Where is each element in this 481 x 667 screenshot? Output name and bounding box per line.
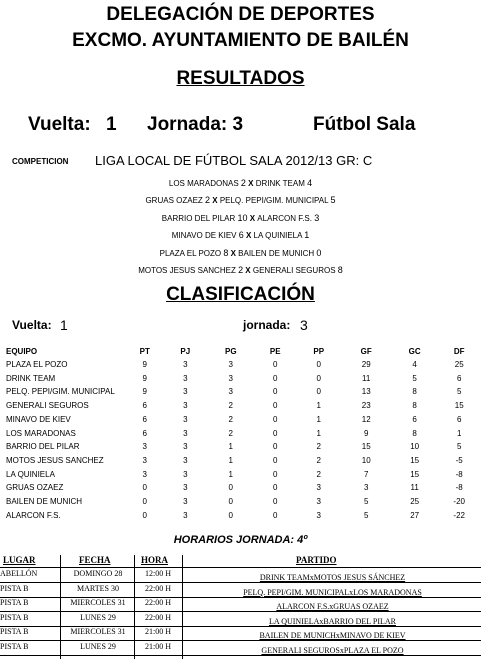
- column-header-equipo: EQUIPO: [6, 347, 38, 356]
- competition-label: COMPETICION: [12, 157, 69, 166]
- stat-cell-pt: 0: [142, 497, 147, 507]
- stat-cell-pe: 0: [273, 483, 278, 493]
- table-row: [6, 385, 481, 399]
- stat-cell-pp: 0: [316, 373, 321, 383]
- stat-cell-pt: 3: [142, 442, 147, 452]
- stat-cell-pj: 3: [183, 442, 188, 452]
- stat-cell-gc: 15: [410, 469, 420, 479]
- stat-cell-pg: 0: [228, 497, 233, 507]
- result-separator: X: [247, 213, 258, 223]
- result-home-team: LOS MARADONAS: [168, 179, 241, 188]
- stat-cell-df: -5: [455, 455, 463, 465]
- stat-cell-df: 5: [456, 387, 462, 397]
- team-name-cell: GRUAS OZAEZ: [6, 483, 64, 493]
- stat-cell-pt: 0: [142, 483, 147, 493]
- schedule-fecha: DOMINGO 28: [73, 569, 123, 578]
- result-away-team: PELQ. PEPI/GIM. MUNICIPAL: [219, 196, 331, 206]
- schedule-title: HORARIOS JORNADA: 4º: [173, 534, 308, 546]
- stat-cell-gf: 23: [361, 401, 371, 411]
- result-home-score: 8: [223, 247, 229, 258]
- stat-cell-pt: 6: [142, 428, 147, 438]
- result-away-score: 3: [314, 212, 320, 223]
- stat-cell-pt: 6: [142, 414, 147, 424]
- stat-cell-pp: 3: [316, 510, 321, 520]
- result-away-score: 1: [304, 230, 310, 241]
- vuelta-label: Vuelta:: [28, 114, 91, 135]
- stat-cell-pt: 3: [142, 469, 147, 479]
- schedule-hora: 22:00 H: [145, 583, 171, 593]
- schedule-header-lugar: LUGAR: [3, 555, 36, 565]
- stat-cell-pp: 2: [316, 455, 321, 465]
- classification-title: CLASIFICACIÓN: [166, 284, 315, 305]
- classification-header-row: [6, 346, 481, 358]
- stat-cell-gf: 13: [361, 387, 371, 397]
- stat-cell-gc: 8: [412, 428, 417, 438]
- result-home-team: PLAZA EL POZO: [159, 248, 224, 258]
- table-row: [6, 358, 481, 372]
- stat-cell-pe: 0: [273, 428, 278, 438]
- stat-cell-pe: 0: [273, 414, 278, 424]
- stat-cell-pt: 3: [142, 455, 147, 465]
- stat-cell-pj: 3: [183, 497, 188, 507]
- schedule-fecha: LUNES 29: [80, 642, 116, 651]
- column-header-pe: PE: [269, 347, 281, 356]
- stat-cell-gf: 7: [363, 469, 369, 479]
- stat-cell-gc: 11: [410, 483, 419, 493]
- stat-cell-pg: 1: [228, 455, 233, 465]
- stat-cell-pj: 3: [183, 428, 188, 438]
- stat-cell-gf: 12: [361, 414, 371, 424]
- stat-cell-df: 5: [456, 442, 462, 452]
- stat-cell-pp: 1: [316, 401, 321, 411]
- stat-cell-pe: 0: [273, 455, 278, 465]
- team-name-cell: MOTOS JESUS SANCHEZ: [6, 455, 104, 465]
- result-away-score: 5: [330, 195, 336, 206]
- schedule-row: [0, 598, 481, 612]
- schedule-hora: 21:00 H: [145, 627, 171, 637]
- stat-cell-pp: 1: [316, 414, 321, 424]
- stat-cell-gc: 8: [412, 387, 417, 397]
- stat-cell-pj: 3: [183, 387, 188, 397]
- result-separator: X: [245, 179, 256, 188]
- table-row: [6, 468, 481, 482]
- result-row: [0, 265, 481, 275]
- table-row: [6, 440, 481, 454]
- schedule-lugar: PISTA B: [0, 612, 29, 622]
- stat-cell-gc: 4: [412, 360, 417, 369]
- column-header-pg: PG: [224, 347, 237, 356]
- table-row: [6, 495, 481, 509]
- result-away-team: DRINK TEAM: [255, 179, 308, 188]
- team-name-cell: ALARCON F.S.: [6, 510, 61, 520]
- schedule-partido: BAILEN DE MUNICHxMINAVO DE KIEV: [259, 631, 406, 641]
- result-away-score: 8: [337, 265, 343, 275]
- schedule-row: [0, 627, 481, 641]
- stat-cell-pg: 0: [228, 510, 233, 520]
- stat-cell-pg: 3: [228, 373, 233, 383]
- schedule-row: [0, 642, 481, 656]
- column-header-gf: GF: [360, 347, 372, 356]
- stat-cell-pg: 2: [228, 401, 233, 411]
- stat-cell-pj: 3: [183, 483, 188, 493]
- schedule-row: [0, 569, 481, 583]
- stat-cell-pe: 0: [273, 373, 278, 383]
- table-row: [6, 481, 481, 495]
- class-vuelta-value: 1: [60, 317, 68, 333]
- stat-cell-pg: 1: [228, 469, 233, 479]
- competition-name: LIGA LOCAL DE FÚTBOL SALA 2012/13 GR: C: [95, 153, 373, 168]
- result-home-team: MOTOS JESUS SANCHEZ: [138, 266, 239, 275]
- stat-cell-df: -8: [455, 483, 463, 493]
- result-separator: X: [210, 196, 220, 206]
- class-jornada-label: jornada:: [243, 318, 291, 332]
- column-header-pp: PP: [313, 347, 325, 356]
- stat-cell-pj: 3: [183, 401, 188, 411]
- schedule-fecha: MARTES 30: [77, 583, 119, 593]
- stat-cell-df: -22: [453, 510, 465, 520]
- header-title-line2: EXCMO. AYUNTAMIENTO DE BAILÉN: [72, 30, 409, 51]
- schedule-row: [0, 613, 481, 627]
- schedule-lugar: PISTA B: [0, 627, 29, 637]
- result-away-score: 4: [307, 178, 313, 188]
- stat-cell-pg: 2: [228, 414, 233, 424]
- column-header-pj: PJ: [180, 347, 191, 356]
- stat-cell-pj: 3: [183, 455, 188, 465]
- stat-cell-pt: 9: [142, 360, 147, 369]
- schedule-lugar: ABELLÓN: [0, 569, 38, 578]
- stat-cell-pg: 1: [228, 442, 233, 452]
- schedule-row-divider: [0, 655, 481, 656]
- schedule-lugar: PISTA B: [0, 642, 29, 651]
- schedule-hora: 12:00 H: [145, 569, 171, 578]
- result-away-score: 0: [316, 247, 322, 258]
- header-title-line1: DELEGACIÓN DE DEPORTES: [106, 4, 375, 25]
- stat-cell-df: 25: [454, 360, 464, 369]
- team-name-cell: LOS MARADONAS: [6, 428, 76, 438]
- result-home-score: 10: [237, 212, 248, 223]
- schedule-hora: 22:00 H: [145, 612, 171, 622]
- column-header-df: DF: [453, 347, 465, 356]
- team-name-cell: LA QUINIELA: [6, 469, 55, 479]
- stat-cell-df: 6: [456, 414, 462, 424]
- schedule-hora: 22:00 H: [145, 598, 171, 608]
- schedule-header-fecha: FECHA: [79, 555, 111, 565]
- class-vuelta-label: Vuelta:: [12, 318, 52, 332]
- stat-cell-df: 1: [456, 428, 462, 438]
- stat-cell-pp: 0: [316, 387, 321, 397]
- stat-cell-gc: 8: [412, 401, 417, 411]
- stat-cell-gc: 10: [410, 442, 420, 452]
- schedule-fecha: MIERCOLES 31: [70, 627, 126, 637]
- stat-cell-gf: 3: [363, 483, 369, 493]
- stat-cell-pj: 3: [183, 510, 188, 520]
- table-row: [6, 413, 481, 427]
- stat-cell-gf: 5: [363, 497, 369, 507]
- stat-cell-df: 15: [454, 401, 464, 411]
- stat-cell-gf: 5: [363, 510, 369, 520]
- stat-cell-pe: 0: [273, 401, 278, 411]
- stat-cell-pg: 0: [228, 483, 233, 493]
- stat-cell-pe: 0: [273, 469, 278, 479]
- schedule-partido: DRINK TEAMxMOTOS JESUS SÁNCHEZ: [259, 573, 406, 582]
- schedule-partido: LA QUINIELAxBARRIO DEL PILAR: [268, 616, 397, 626]
- team-name-cell: BARRIO DEL PILAR: [6, 442, 80, 452]
- classification-table: [6, 346, 481, 522]
- team-name-cell: PLAZA EL POZO: [6, 360, 68, 369]
- stat-cell-pp: 0: [316, 360, 321, 369]
- result-away-team: GENERALI SEGUROS: [252, 266, 338, 275]
- schedule-lugar: PISTA B: [0, 598, 29, 608]
- stat-cell-pp: 3: [316, 497, 321, 507]
- stat-cell-gf: 15: [361, 442, 371, 452]
- stat-cell-pp: 3: [316, 483, 321, 493]
- schedule-partido: ALARCON F.S.xGRUAS OZAEZ: [276, 602, 389, 612]
- class-jornada-value: 3: [300, 317, 308, 333]
- stat-cell-pg: 3: [228, 360, 233, 369]
- team-name-cell: MINAVO DE KIEV: [6, 414, 71, 424]
- jornada-label: Jornada: 3: [147, 114, 244, 135]
- result-row: [0, 248, 481, 258]
- result-home-team: GRUAS OZAEZ: [145, 196, 206, 206]
- stat-cell-gc: 25: [410, 497, 420, 507]
- result-away-team: BAILEN DE MUNICH: [238, 248, 317, 258]
- schedule-lugar: PISTA B: [0, 583, 29, 593]
- result-home-score: 2: [205, 195, 211, 206]
- result-away-team: LA QUINIELA: [253, 231, 305, 241]
- stat-cell-pp: 2: [316, 469, 321, 479]
- stat-cell-pt: 9: [142, 387, 147, 397]
- stat-cell-df: -8: [455, 469, 463, 479]
- result-separator: X: [228, 248, 239, 258]
- stat-cell-gf: 9: [363, 428, 369, 438]
- stat-cell-gc: 5: [412, 373, 417, 383]
- result-home-score: 2: [240, 178, 246, 188]
- schedule-fecha: LUNES 29: [80, 612, 116, 622]
- stat-cell-pt: 9: [142, 373, 147, 383]
- result-separator: X: [243, 231, 254, 241]
- stat-cell-gf: 11: [362, 373, 371, 383]
- stat-cell-pe: 0: [273, 442, 278, 452]
- stat-cell-pp: 1: [316, 428, 321, 438]
- schedule-hora: 21:00 H: [145, 642, 171, 651]
- stat-cell-pe: 0: [273, 360, 278, 369]
- column-header-gc: GC: [408, 347, 421, 356]
- stat-cell-pj: 3: [183, 469, 188, 479]
- result-row: [0, 195, 481, 205]
- stat-cell-gf: 29: [361, 360, 371, 369]
- result-away-team: ALARCON F.S.: [257, 213, 315, 223]
- stat-cell-pj: 3: [183, 373, 188, 383]
- result-home-team: BARRIO DEL PILAR: [161, 213, 238, 223]
- schedule-row: [0, 584, 481, 598]
- schedule-header-hora: HORA: [141, 555, 168, 565]
- stat-cell-df: -20: [453, 497, 465, 507]
- schedule-header-divider: [0, 567, 481, 568]
- stat-cell-gf: 10: [361, 455, 371, 465]
- result-home-score: 2: [238, 265, 244, 275]
- schedule-header-partido: PARTIDO: [296, 555, 337, 565]
- stat-cell-pj: 3: [183, 414, 188, 424]
- results-title: RESULTADOS: [176, 68, 305, 89]
- stat-cell-pe: 0: [273, 497, 278, 507]
- schedule-partido: PELQ. PEPI/GIM. MUNICIPALxLOS MARADONAS: [243, 587, 422, 597]
- stat-cell-gc: 6: [412, 414, 417, 424]
- stat-cell-pp: 2: [316, 442, 321, 452]
- table-row: [6, 427, 481, 441]
- team-name-cell: GENERALI SEGUROS: [6, 401, 89, 411]
- result-home-team: MINAVO DE KIEV: [171, 231, 239, 241]
- result-row: [0, 230, 481, 240]
- schedule-fecha: MIERCOLES 31: [70, 598, 126, 608]
- team-name-cell: DRINK TEAM: [6, 373, 56, 383]
- stat-cell-pt: 6: [142, 401, 147, 411]
- column-header-pt: PT: [139, 347, 150, 356]
- stat-cell-gc: 27: [410, 510, 420, 520]
- table-row: [6, 399, 481, 413]
- schedule-partido: GENERALI SEGUROSxPLAZA EL POZO: [261, 646, 404, 655]
- table-row: [6, 372, 481, 386]
- stat-cell-pg: 2: [228, 428, 233, 438]
- stat-cell-df: 6: [456, 373, 462, 383]
- result-row: [0, 178, 481, 188]
- table-row: [6, 454, 481, 468]
- table-row: [6, 509, 481, 523]
- result-row: [0, 213, 481, 223]
- stat-cell-pg: 3: [228, 387, 233, 397]
- stat-cell-pj: 3: [183, 360, 188, 369]
- team-name-cell: BAILEN DE MUNICH: [6, 497, 83, 507]
- stat-cell-gc: 15: [410, 455, 420, 465]
- result-home-score: 6: [238, 230, 244, 241]
- stat-cell-pt: 0: [142, 510, 147, 520]
- stat-cell-pe: 0: [273, 510, 278, 520]
- result-separator: X: [243, 266, 253, 275]
- vuelta-value: 1: [106, 114, 117, 135]
- sport-label: Fútbol Sala: [313, 114, 416, 135]
- stat-cell-pe: 0: [273, 387, 278, 397]
- team-name-cell: PELQ. PEPI/GIM. MUNICIPAL: [6, 387, 115, 397]
